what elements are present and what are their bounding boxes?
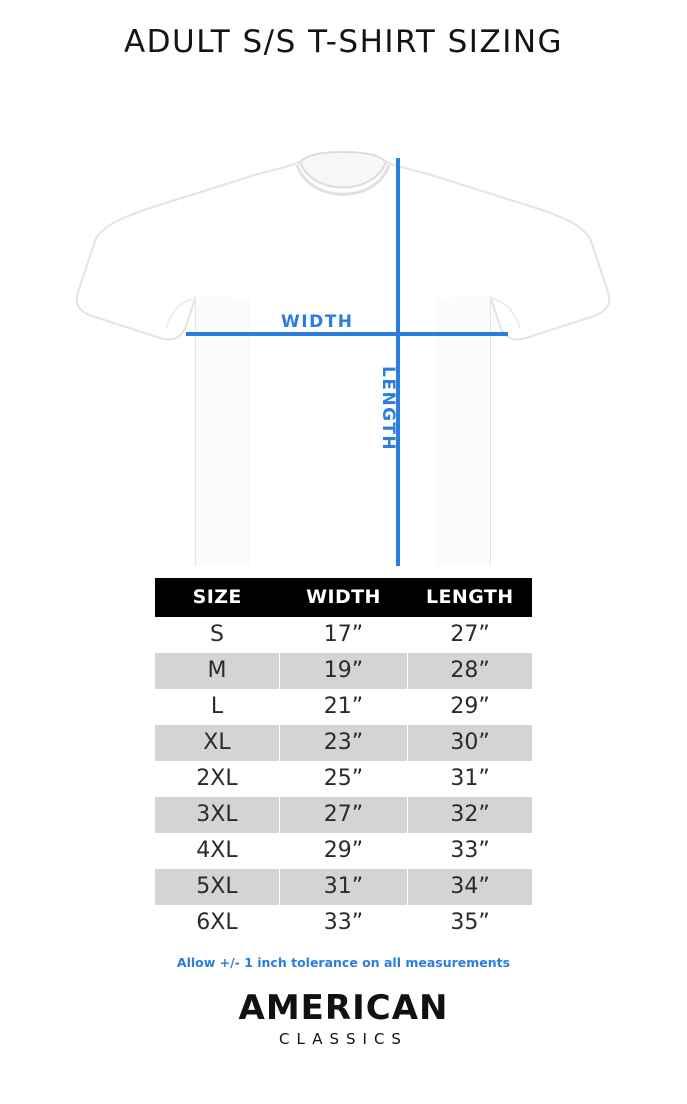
width-label: WIDTH [281, 312, 354, 332]
cell-size: L [155, 689, 279, 725]
cell-width: 19” [279, 653, 407, 689]
size-table [155, 578, 532, 941]
cell-width: 21” [279, 689, 407, 725]
column-header-length: LENGTH [408, 578, 532, 617]
table-row [155, 833, 532, 869]
column-header-width: WIDTH [279, 578, 407, 617]
cell-length: 28” [408, 653, 532, 689]
cell-length: 31” [408, 761, 532, 797]
table-row [155, 689, 532, 725]
table-row [155, 797, 532, 833]
cell-width: 33” [279, 905, 407, 941]
table-row [155, 653, 532, 689]
table-row [155, 869, 532, 905]
cell-size: S [155, 617, 279, 653]
cell-width: 27” [279, 797, 407, 833]
brand-tagline: CLASSICS [279, 1030, 408, 1048]
table-row [155, 725, 532, 761]
cell-size: 4XL [155, 833, 279, 869]
tshirt-diagram [0, 66, 687, 566]
cell-length: 33” [408, 833, 532, 869]
cell-length: 32” [408, 797, 532, 833]
cell-length: 35” [408, 905, 532, 941]
cell-width: 25” [279, 761, 407, 797]
table-row [155, 617, 532, 653]
length-label: LENGTH [378, 366, 398, 452]
size-chart [155, 578, 532, 941]
cell-length: 27” [408, 617, 532, 653]
cell-size: M [155, 653, 279, 689]
cell-width: 31” [279, 869, 407, 905]
cell-width: 17” [279, 617, 407, 653]
cell-width: 29” [279, 833, 407, 869]
table-row [155, 761, 532, 797]
cell-size: 6XL [155, 905, 279, 941]
cell-size: 2XL [155, 761, 279, 797]
tolerance-note: Allow +/- 1 inch tolerance on all measurements [176, 955, 511, 970]
brand-name: AMERICAN [238, 988, 449, 1028]
page-title: ADULT S/S T-SHIRT SIZING [123, 24, 564, 60]
column-header-size: SIZE [155, 578, 279, 617]
cell-size: 3XL [155, 797, 279, 833]
cell-length: 30” [408, 725, 532, 761]
table-row [155, 905, 532, 941]
cell-size: XL [155, 725, 279, 761]
cell-length: 29” [408, 689, 532, 725]
table-header-row [155, 578, 532, 617]
brand-logo [0, 988, 687, 1048]
cell-width: 23” [279, 725, 407, 761]
cell-length: 34” [408, 869, 532, 905]
cell-size: 5XL [155, 869, 279, 905]
